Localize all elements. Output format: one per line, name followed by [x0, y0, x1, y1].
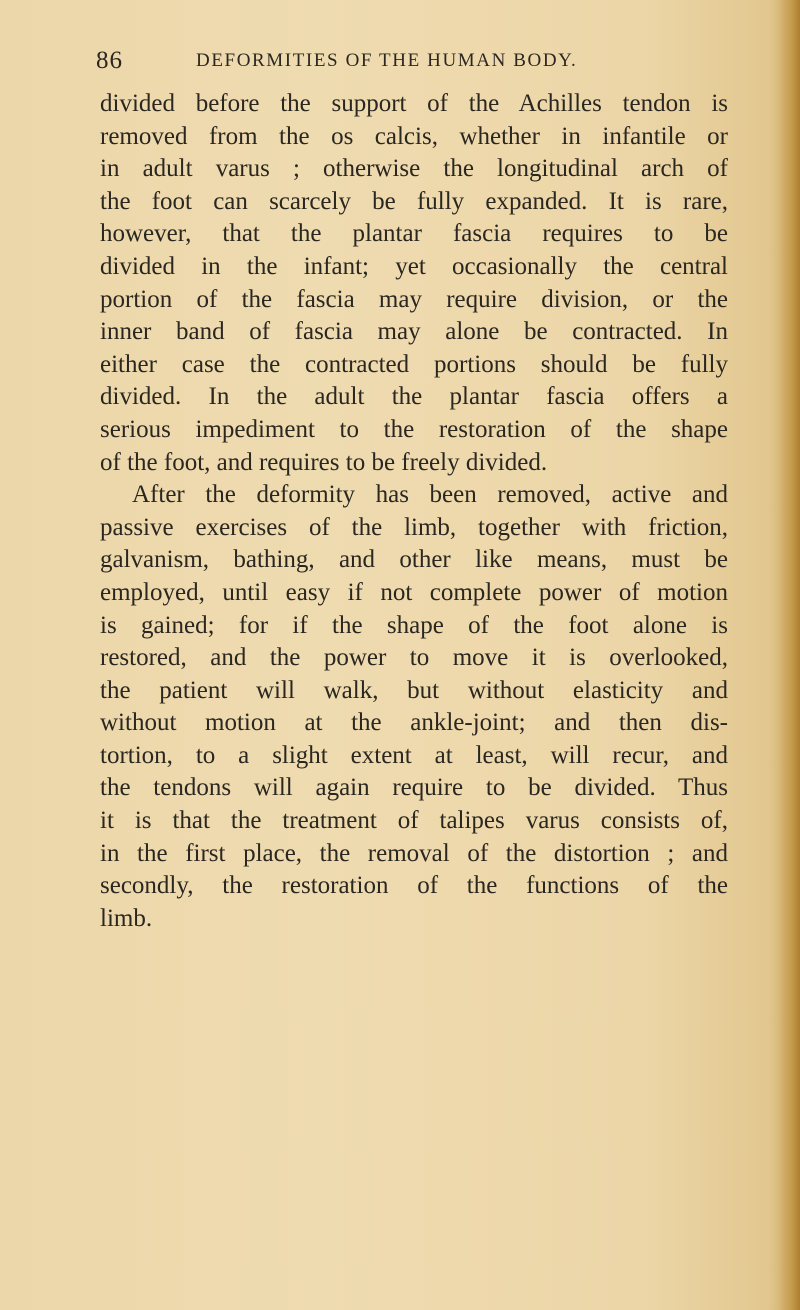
- text-line: however, that the plantar fascia requires to be: [100, 220, 728, 248]
- text-line: galvanism, bathing, and other like means, must be: [100, 546, 728, 574]
- text-line: tortion, to a slight extent at least, will recur, and: [100, 741, 728, 769]
- page-edge-shadow: [778, 0, 800, 1310]
- text-line: restored, and the power to move it is overlooked,: [100, 644, 728, 672]
- text-line: the foot can scarcely be fully expanded. It is rare,: [100, 187, 728, 215]
- text-line: removed from the os calcis, whether in infantile or: [100, 122, 728, 150]
- text-line: either case the contracted portions should be fully: [100, 350, 728, 378]
- text-line: is gained; for if the shape of the foot alone is: [100, 611, 728, 639]
- text-line: secondly, the restoration of the functions of the: [100, 872, 728, 900]
- text-line: it is that the treatment of talipes varus consists of,: [100, 807, 728, 835]
- body-text: [100, 88, 728, 935]
- text-line: without motion at the ankle-joint; and then dis-: [100, 709, 728, 737]
- text-line: employed, until easy if not complete power of motion: [100, 578, 728, 606]
- text-line: After the deformity has been removed, active and: [132, 481, 728, 509]
- text-line: passive exercises of the limb, together with friction,: [100, 513, 728, 541]
- text-line: divided. In the adult the plantar fascia offers a: [100, 383, 728, 411]
- text-line: divided before the support of the Achilles tendon is: [100, 90, 728, 117]
- text-line: divided in the infant; yet occasionally the central: [100, 252, 728, 280]
- text-line: portion of the fascia may require division, or the: [100, 285, 728, 313]
- text-line: inner band of fascia may alone be contracted. In: [100, 318, 728, 346]
- text-line: the patient will walk, but without elasticity and: [100, 676, 728, 704]
- text-line: limb.: [100, 904, 153, 932]
- text-line: serious impediment to the restoration of the shape: [100, 415, 728, 443]
- running-head: DEFORMITIES OF THE HUMAN BODY.: [196, 50, 578, 71]
- text-line: in adult varus ; otherwise the longitudinal arch of: [100, 155, 728, 183]
- page-header: [96, 47, 696, 83]
- page-number: 86: [96, 47, 123, 74]
- text-line: the tendons will again require to be divided. Thus: [100, 774, 728, 802]
- text-line: of the foot, and requires to be freely divided.: [100, 448, 548, 476]
- text-line: in the first place, the removal of the distortion ; and: [100, 839, 728, 867]
